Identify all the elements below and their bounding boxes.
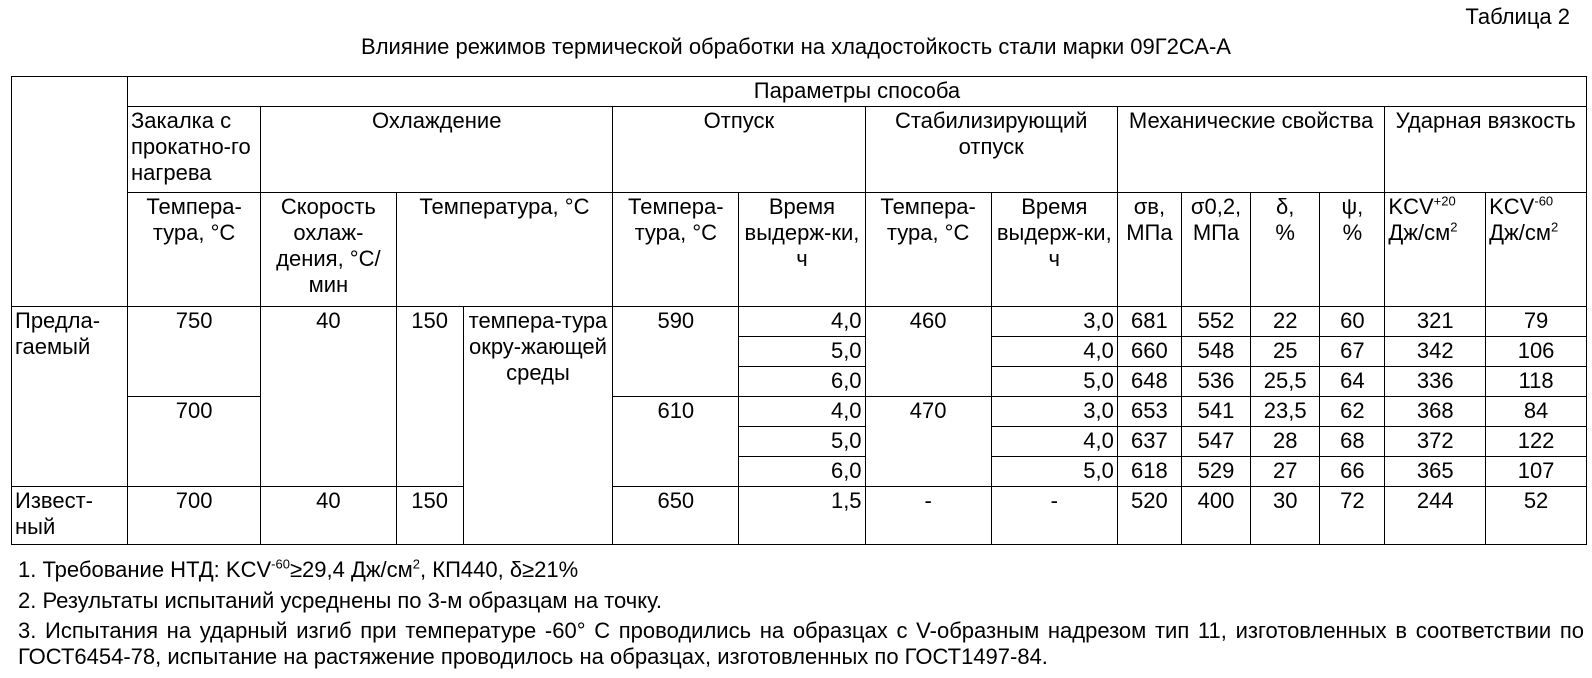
psi-cell: 66 (1320, 457, 1385, 487)
table-row (12, 487, 1587, 545)
psi-cell: 64 (1320, 367, 1385, 397)
kcv-minus60-cell: 79 (1486, 307, 1587, 337)
sigma-b-cell: 660 (1117, 337, 1181, 367)
cooling-rate-cell: 40 (261, 487, 396, 545)
note-1-sq: 2 (412, 556, 421, 572)
sigma-02-cell: 400 (1181, 487, 1250, 545)
cooling-temp-cell: 150 (396, 307, 463, 487)
kcv-minus60-label: KCV (1489, 194, 1535, 219)
stab-temp-cell: 470 (865, 397, 991, 487)
header-impact-strength: Ударная вязкость (1385, 107, 1587, 193)
temper-temp-cell: 650 (613, 487, 739, 545)
kcv-plus20-cell: 342 (1385, 337, 1486, 367)
temper-time-cell: 6,0 (739, 367, 865, 397)
temper-time-cell: 5,0 (739, 427, 865, 457)
quench-temp-cell: 700 (127, 397, 260, 487)
note-1-sup: -60 (271, 556, 290, 572)
kcv-minus60-cell: 107 (1486, 457, 1587, 487)
delta-cell: 22 (1251, 307, 1320, 337)
table-number: Таблица 2 (1465, 4, 1570, 29)
header-delta (1251, 193, 1320, 307)
note-1-text-c: , КП440, δ≥21% (420, 557, 579, 582)
header-mechanical-properties: Механические свойства (1117, 107, 1385, 193)
delta-cell: 25,5 (1251, 367, 1320, 397)
kcv-plus20-cell: 365 (1385, 457, 1486, 487)
sigma-02-cell: 548 (1181, 337, 1250, 367)
header-cooling-temperature: Температура, °С (396, 193, 613, 307)
header-psi (1320, 193, 1385, 307)
sigma-b-cell: 681 (1117, 307, 1181, 337)
quench-temp-cell: 750 (127, 307, 260, 397)
delta-cell: 30 (1251, 487, 1320, 545)
table-row (12, 307, 1587, 337)
temper-time-cell: 1,5 (739, 487, 865, 545)
sigma-b-cell: 520 (1117, 487, 1181, 545)
cooling-rate-cell: 40 (261, 307, 396, 487)
note-1 (18, 557, 578, 583)
cooling-temp-cell: 150 (396, 487, 463, 545)
sigma-b-cell: 653 (1117, 397, 1181, 427)
kcv-minus60-cell: 122 (1486, 427, 1587, 457)
heat-treatment-table (11, 76, 1587, 545)
sigma-02-cell: 552 (1181, 307, 1250, 337)
kcv-plus20-unit: Дж/см (1388, 220, 1451, 245)
sigma-b-symbol: σв, (1133, 194, 1166, 219)
kcv-minus60-cell: 52 (1486, 487, 1587, 545)
note-1-text-b: ≥29,4 Дж/см (289, 557, 413, 582)
temper-time-cell: 4,0 (739, 307, 865, 337)
kcv-minus60-unit: Дж/см (1489, 220, 1551, 245)
group-label-known: Извест-ный (12, 487, 128, 545)
kcv-minus60-cell: 106 (1486, 337, 1587, 367)
sigma-02-cell: 536 (1181, 367, 1250, 397)
stab-time-cell: 5,0 (991, 457, 1117, 487)
sigma-b-cell: 618 (1117, 457, 1181, 487)
header-params: Параметры способа (127, 77, 1586, 107)
sigma-b-unit: МПа (1126, 220, 1173, 245)
sigma-02-cell: 529 (1181, 457, 1250, 487)
temper-time-cell: 4,0 (739, 397, 865, 427)
header-temper: Отпуск (613, 107, 865, 193)
delta-unit: % (1275, 220, 1295, 245)
header-row-1 (12, 77, 1587, 107)
header-quench-temperature: Темпера-тура, °С (127, 193, 260, 307)
header-temper-time: Время выдерж-ки, ч (739, 193, 865, 307)
ambient-temp-cell: темпера-тура окру-жающей среды (463, 307, 613, 545)
temper-time-cell: 5,0 (739, 337, 865, 367)
delta-cell: 28 (1251, 427, 1320, 457)
kcv-minus60-unit-sup: 2 (1550, 219, 1559, 235)
note-3: 3. Испытания на ударный изгиб при температуре -60° С проводились на образцах с V-образным надрезом тип 11, изготовленных в соответствии по ГОСТ6454-78, испытание на растяжение проводилось на образцах, изготовленных по ГОСТ1497-84. (18, 618, 1584, 669)
sigma-b-cell: 648 (1117, 367, 1181, 397)
sigma-02-symbol: σ0,2, (1190, 194, 1242, 219)
temper-time-cell: 6,0 (739, 457, 865, 487)
kcv-plus20-label: KCV (1388, 194, 1434, 219)
table-row (12, 397, 1587, 427)
delta-symbol: δ, (1276, 194, 1295, 219)
delta-cell: 23,5 (1251, 397, 1320, 427)
kcv-plus20-cell: 321 (1385, 307, 1486, 337)
header-cooling: Охлаждение (261, 107, 613, 193)
sigma-02-cell: 541 (1181, 397, 1250, 427)
header-kcv-plus20 (1385, 193, 1486, 307)
quench-temp-cell: 700 (127, 487, 260, 545)
kcv-plus20-unit-sup: 2 (1450, 219, 1458, 235)
kcv-minus60-sup: -60 (1534, 193, 1554, 209)
temper-temp-cell: 590 (613, 307, 739, 397)
temper-temp-cell: 610 (613, 397, 739, 487)
kcv-plus20-cell: 244 (1385, 487, 1486, 545)
stab-time-cell: 3,0 (991, 307, 1117, 337)
psi-cell: 72 (1320, 487, 1385, 545)
kcv-plus20-sup: +20 (1433, 193, 1456, 209)
header-stab-time: Время выдерж-ки, ч (991, 193, 1117, 307)
stab-temp-cell: 460 (865, 307, 991, 397)
psi-cell: 68 (1320, 427, 1385, 457)
stab-time-cell: 3,0 (991, 397, 1117, 427)
sigma-02-unit: МПа (1192, 220, 1240, 245)
sigma-b-cell: 637 (1117, 427, 1181, 457)
kcv-plus20-cell: 368 (1385, 397, 1486, 427)
kcv-plus20-cell: 372 (1385, 427, 1486, 457)
psi-cell: 67 (1320, 337, 1385, 367)
group-label-proposed: Предла-гаемый (12, 307, 128, 487)
header-row-3 (12, 193, 1587, 307)
header-cooling-rate: Скорость охлаж-дения, °С/мин (261, 193, 396, 307)
sigma-02-cell: 547 (1181, 427, 1250, 457)
header-row-2 (12, 107, 1587, 193)
psi-symbol: ψ, (1341, 194, 1364, 219)
header-temper-temperature: Темпера-тура, °С (613, 193, 739, 307)
psi-unit: % (1342, 220, 1363, 245)
header-kcv-minus60 (1486, 193, 1587, 307)
note-2: 2. Результаты испытаний усреднены по 3-м образцам на точку. (18, 588, 662, 613)
header-sigma-b (1117, 193, 1181, 307)
header-sigma-02 (1181, 193, 1250, 307)
note-1-text-a: 1. Требование НТД: KCV (18, 557, 272, 582)
stab-time-cell: 4,0 (991, 337, 1117, 367)
stab-time-cell: 4,0 (991, 427, 1117, 457)
psi-cell: 60 (1320, 307, 1385, 337)
table-title: Влияние режимов термической обработки на хладостойкость стали марки 09Г2СА-А (361, 34, 1231, 59)
kcv-plus20-cell: 336 (1385, 367, 1486, 397)
stab-temp-cell: - (865, 487, 991, 545)
kcv-minus60-cell: 84 (1486, 397, 1587, 427)
header-corner-cell (12, 77, 128, 307)
header-stabilizing-temper: Стабилизирующий отпуск (865, 107, 1117, 193)
delta-cell: 25 (1251, 337, 1320, 367)
header-stab-temperature: Темпера-тура, °С (865, 193, 991, 307)
header-quench: Закалка с прокатно-го нагрева (127, 107, 260, 193)
stab-time-cell: - (991, 487, 1117, 545)
kcv-minus60-cell: 118 (1486, 367, 1587, 397)
delta-cell: 27 (1251, 457, 1320, 487)
stab-time-cell: 5,0 (991, 367, 1117, 397)
psi-cell: 62 (1320, 397, 1385, 427)
